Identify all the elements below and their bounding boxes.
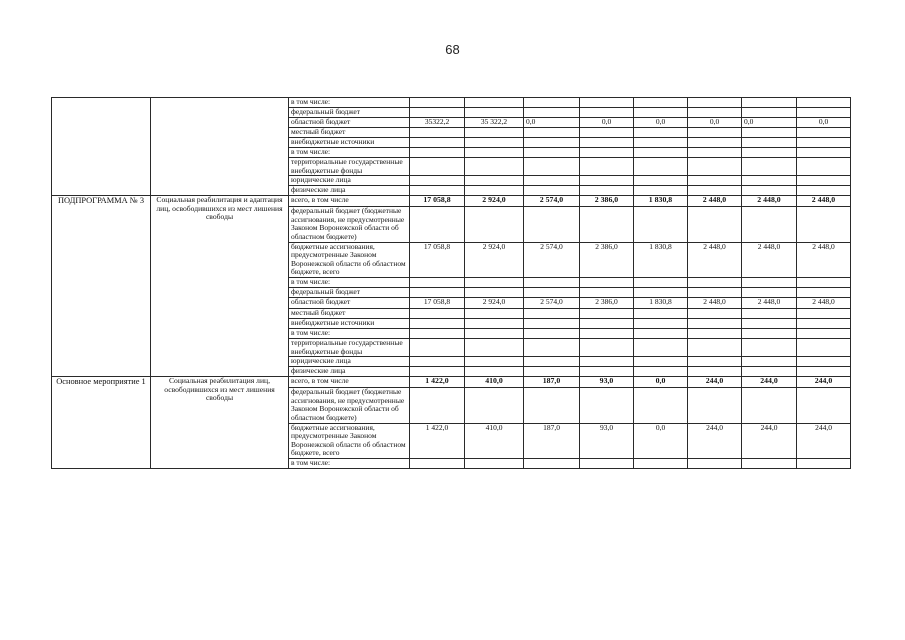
value-year-6: 2 448,0: [742, 242, 797, 277]
value-year-5: [688, 287, 742, 297]
value-year-7: 2 448,0: [797, 297, 851, 308]
value-year-7: 2 448,0: [797, 242, 851, 277]
value-year-7: [797, 308, 851, 318]
value-total: 1 422,0: [410, 423, 465, 458]
value-year-5: [688, 186, 742, 196]
value-year-7: [797, 277, 851, 287]
source-label: федеральный бюджет (бюджетные ассигнования, не предусмотренные Законом Воронежской области об областном бюджете): [289, 207, 410, 242]
value-year-1: 2 924,0: [465, 297, 524, 308]
value-year-2: [524, 458, 580, 468]
source-label: федеральный бюджет (бюджетные ассигнования, не предусмотренные Законом Воронежской области об областном бюджете): [289, 388, 410, 423]
source-label: внебюджетные источники: [289, 318, 410, 328]
value-year-6: [742, 287, 797, 297]
value-year-6: [742, 357, 797, 367]
value-total: [410, 128, 465, 138]
value-year-1: [465, 108, 524, 118]
activity-name: Социальная реабилитация лиц, освободившихся из мест лишения свободы: [151, 377, 289, 469]
value-year-7: [797, 388, 851, 423]
table-row: [52, 377, 851, 388]
value-year-3: [580, 357, 634, 367]
value-year-5: [688, 108, 742, 118]
value-year-4: [634, 458, 688, 468]
value-year-7: [797, 458, 851, 468]
value-year-2: 0,0: [524, 118, 580, 128]
value-year-4: 0,0: [634, 377, 688, 388]
value-year-6: 244,0: [742, 377, 797, 388]
value-year-6: [742, 138, 797, 148]
value-year-3: 2 386,0: [580, 297, 634, 308]
value-year-3: [580, 158, 634, 176]
value-year-4: [634, 138, 688, 148]
value-year-1: [465, 308, 524, 318]
value-total: [410, 328, 465, 338]
value-total: [410, 277, 465, 287]
value-year-4: [634, 277, 688, 287]
value-year-1: [465, 367, 524, 377]
value-total: [410, 98, 465, 108]
value-year-1: [465, 287, 524, 297]
value-year-5: 0,0: [688, 118, 742, 128]
value-year-4: [634, 207, 688, 242]
value-year-5: [688, 138, 742, 148]
value-year-3: [580, 148, 634, 158]
value-year-4: [634, 148, 688, 158]
value-year-1: [465, 98, 524, 108]
value-year-2: [524, 148, 580, 158]
value-year-5: [688, 367, 742, 377]
value-year-5: [688, 207, 742, 242]
value-year-6: [742, 108, 797, 118]
value-year-1: [465, 176, 524, 186]
source-label: в том числе:: [289, 148, 410, 158]
value-year-7: 2 448,0: [797, 196, 851, 207]
value-year-7: [797, 98, 851, 108]
source-label: местный бюджет: [289, 128, 410, 138]
name-cell-continued: [151, 98, 289, 196]
source-label: юридические лица: [289, 357, 410, 367]
value-year-5: [688, 328, 742, 338]
value-year-7: [797, 207, 851, 242]
value-year-3: [580, 318, 634, 328]
value-year-2: 2 574,0: [524, 196, 580, 207]
value-total: [410, 318, 465, 328]
value-year-5: [688, 388, 742, 423]
value-year-2: [524, 318, 580, 328]
value-year-6: [742, 277, 797, 287]
source-label: физические лица: [289, 367, 410, 377]
source-label: федеральный бюджет: [289, 108, 410, 118]
value-year-7: [797, 186, 851, 196]
value-year-5: 244,0: [688, 377, 742, 388]
value-year-6: 0,0: [742, 118, 797, 128]
value-year-5: 244,0: [688, 423, 742, 458]
value-year-6: [742, 328, 797, 338]
value-year-4: [634, 108, 688, 118]
source-label: всего, в том числе: [289, 196, 410, 207]
value-total: [410, 138, 465, 148]
value-year-3: 0,0: [580, 118, 634, 128]
status-cell-continued: [52, 98, 151, 196]
value-year-3: 2 386,0: [580, 196, 634, 207]
value-year-5: 2 448,0: [688, 196, 742, 207]
value-year-1: 2 924,0: [465, 242, 524, 277]
value-year-7: 244,0: [797, 377, 851, 388]
value-year-4: [634, 176, 688, 186]
value-year-2: [524, 357, 580, 367]
value-year-3: [580, 108, 634, 118]
value-year-1: [465, 128, 524, 138]
value-total: [410, 158, 465, 176]
source-label: в том числе:: [289, 458, 410, 468]
value-total: [410, 388, 465, 423]
value-year-3: [580, 186, 634, 196]
value-year-2: [524, 338, 580, 356]
value-total: [410, 357, 465, 367]
value-year-4: 1 830,8: [634, 297, 688, 308]
value-year-3: [580, 176, 634, 186]
value-year-5: [688, 318, 742, 328]
source-label: областной бюджет: [289, 118, 410, 128]
value-year-2: [524, 128, 580, 138]
value-year-2: [524, 277, 580, 287]
value-year-4: [634, 186, 688, 196]
value-year-3: 93,0: [580, 377, 634, 388]
activity-status: Основное мероприятие 1: [52, 377, 151, 469]
value-year-2: [524, 158, 580, 176]
source-label: внебюджетные источники: [289, 138, 410, 148]
value-year-7: [797, 338, 851, 356]
subprogram-name: Социальная реабилитация и адаптация лиц, освободившихся из мест лишения свободы: [151, 196, 289, 377]
source-label: территориальные государственные внебюджетные фонды: [289, 338, 410, 356]
budget-table: [51, 97, 851, 469]
source-label: территориальные государственные внебюджетные фонды: [289, 158, 410, 176]
value-year-1: [465, 158, 524, 176]
value-year-4: 0,0: [634, 118, 688, 128]
value-year-2: [524, 207, 580, 242]
value-year-4: 1 830,8: [634, 242, 688, 277]
value-year-4: [634, 328, 688, 338]
value-year-4: [634, 287, 688, 297]
value-year-6: [742, 388, 797, 423]
value-year-1: [465, 148, 524, 158]
source-label: областной бюджет: [289, 297, 410, 308]
value-year-4: 1 830,8: [634, 196, 688, 207]
value-year-5: [688, 308, 742, 318]
value-year-6: [742, 128, 797, 138]
value-year-5: [688, 458, 742, 468]
value-total: [410, 338, 465, 356]
value-year-5: [688, 128, 742, 138]
value-year-1: [465, 318, 524, 328]
value-year-7: [797, 328, 851, 338]
value-year-6: 2 448,0: [742, 196, 797, 207]
value-year-5: [688, 176, 742, 186]
value-year-3: 93,0: [580, 423, 634, 458]
value-year-5: [688, 338, 742, 356]
value-year-2: [524, 186, 580, 196]
value-year-5: [688, 148, 742, 158]
source-label: юридические лица: [289, 176, 410, 186]
value-year-3: [580, 287, 634, 297]
value-year-1: 2 924,0: [465, 196, 524, 207]
source-label: физические лица: [289, 186, 410, 196]
value-year-3: [580, 458, 634, 468]
value-year-7: [797, 128, 851, 138]
value-total: 17 058,8: [410, 242, 465, 277]
value-total: [410, 207, 465, 242]
value-year-3: [580, 328, 634, 338]
value-year-2: [524, 367, 580, 377]
value-total: [410, 108, 465, 118]
value-year-5: 2 448,0: [688, 242, 742, 277]
value-year-2: 187,0: [524, 377, 580, 388]
value-year-2: 2 574,0: [524, 297, 580, 308]
value-year-6: [742, 176, 797, 186]
value-year-7: 0,0: [797, 118, 851, 128]
value-year-3: [580, 128, 634, 138]
value-year-5: [688, 357, 742, 367]
value-year-2: [524, 388, 580, 423]
value-year-4: [634, 318, 688, 328]
value-year-3: [580, 277, 634, 287]
value-year-3: [580, 388, 634, 423]
value-year-3: [580, 367, 634, 377]
value-total: 35322,2: [410, 118, 465, 128]
value-year-6: [742, 148, 797, 158]
value-year-2: [524, 287, 580, 297]
value-year-7: [797, 108, 851, 118]
value-total: [410, 308, 465, 318]
value-total: 17 058,8: [410, 297, 465, 308]
source-label: в том числе:: [289, 277, 410, 287]
value-year-1: [465, 207, 524, 242]
value-year-6: [742, 158, 797, 176]
value-year-6: [742, 367, 797, 377]
value-year-2: [524, 98, 580, 108]
table-row: [52, 196, 851, 207]
value-year-5: [688, 98, 742, 108]
value-year-5: [688, 277, 742, 287]
source-label: местный бюджет: [289, 308, 410, 318]
value-year-1: 410,0: [465, 377, 524, 388]
value-year-7: [797, 318, 851, 328]
value-total: 1 422,0: [410, 377, 465, 388]
value-year-1: 410,0: [465, 423, 524, 458]
value-total: [410, 367, 465, 377]
value-year-2: [524, 108, 580, 118]
source-label: бюджетные ассигнования, предусмотренные Законом Воронежской области об областном бюджете, всего: [289, 242, 410, 277]
source-label: федеральный бюджет: [289, 287, 410, 297]
value-year-2: 2 574,0: [524, 242, 580, 277]
value-total: [410, 176, 465, 186]
value-year-6: [742, 207, 797, 242]
subprogram-status: ПОДПРОГРАММА № 3: [52, 196, 151, 377]
value-year-4: [634, 308, 688, 318]
value-year-1: [465, 277, 524, 287]
value-year-7: [797, 357, 851, 367]
value-year-4: [634, 338, 688, 356]
value-year-3: [580, 207, 634, 242]
value-total: [410, 458, 465, 468]
source-label: всего, в том числе: [289, 377, 410, 388]
value-year-4: [634, 388, 688, 423]
value-total: 17 058,8: [410, 196, 465, 207]
value-total: [410, 287, 465, 297]
source-label: бюджетные ассигнования, предусмотренные Законом Воронежской области об областном бюджете, всего: [289, 423, 410, 458]
value-year-4: [634, 98, 688, 108]
value-year-3: [580, 98, 634, 108]
value-year-4: 0,0: [634, 423, 688, 458]
value-year-4: [634, 128, 688, 138]
value-year-6: [742, 308, 797, 318]
value-year-2: [524, 176, 580, 186]
value-year-1: [465, 388, 524, 423]
value-year-2: [524, 308, 580, 318]
value-year-1: [465, 338, 524, 356]
value-year-5: 2 448,0: [688, 297, 742, 308]
value-year-6: 2 448,0: [742, 297, 797, 308]
value-year-6: [742, 458, 797, 468]
value-year-1: 35 322,2: [465, 118, 524, 128]
value-year-7: [797, 367, 851, 377]
value-year-2: [524, 328, 580, 338]
value-year-1: [465, 458, 524, 468]
source-label: в том числе:: [289, 328, 410, 338]
source-label: в том числе:: [289, 98, 410, 108]
value-year-1: [465, 357, 524, 367]
value-year-4: [634, 367, 688, 377]
value-total: [410, 148, 465, 158]
value-year-5: [688, 158, 742, 176]
value-year-7: [797, 287, 851, 297]
value-year-6: 244,0: [742, 423, 797, 458]
table-row: [52, 98, 851, 108]
value-year-2: [524, 138, 580, 148]
value-year-1: [465, 138, 524, 148]
value-year-7: [797, 176, 851, 186]
value-year-4: [634, 158, 688, 176]
value-year-6: [742, 338, 797, 356]
value-year-7: [797, 158, 851, 176]
value-year-6: [742, 98, 797, 108]
value-year-6: [742, 318, 797, 328]
page-number: 68: [445, 42, 460, 57]
value-year-3: [580, 308, 634, 318]
value-year-3: 2 386,0: [580, 242, 634, 277]
value-year-7: [797, 138, 851, 148]
value-year-7: [797, 148, 851, 158]
value-year-3: [580, 138, 634, 148]
value-year-2: 187,0: [524, 423, 580, 458]
value-total: [410, 186, 465, 196]
value-year-1: [465, 186, 524, 196]
value-year-6: [742, 186, 797, 196]
value-year-1: [465, 328, 524, 338]
value-year-7: 244,0: [797, 423, 851, 458]
value-year-3: [580, 338, 634, 356]
value-year-4: [634, 357, 688, 367]
